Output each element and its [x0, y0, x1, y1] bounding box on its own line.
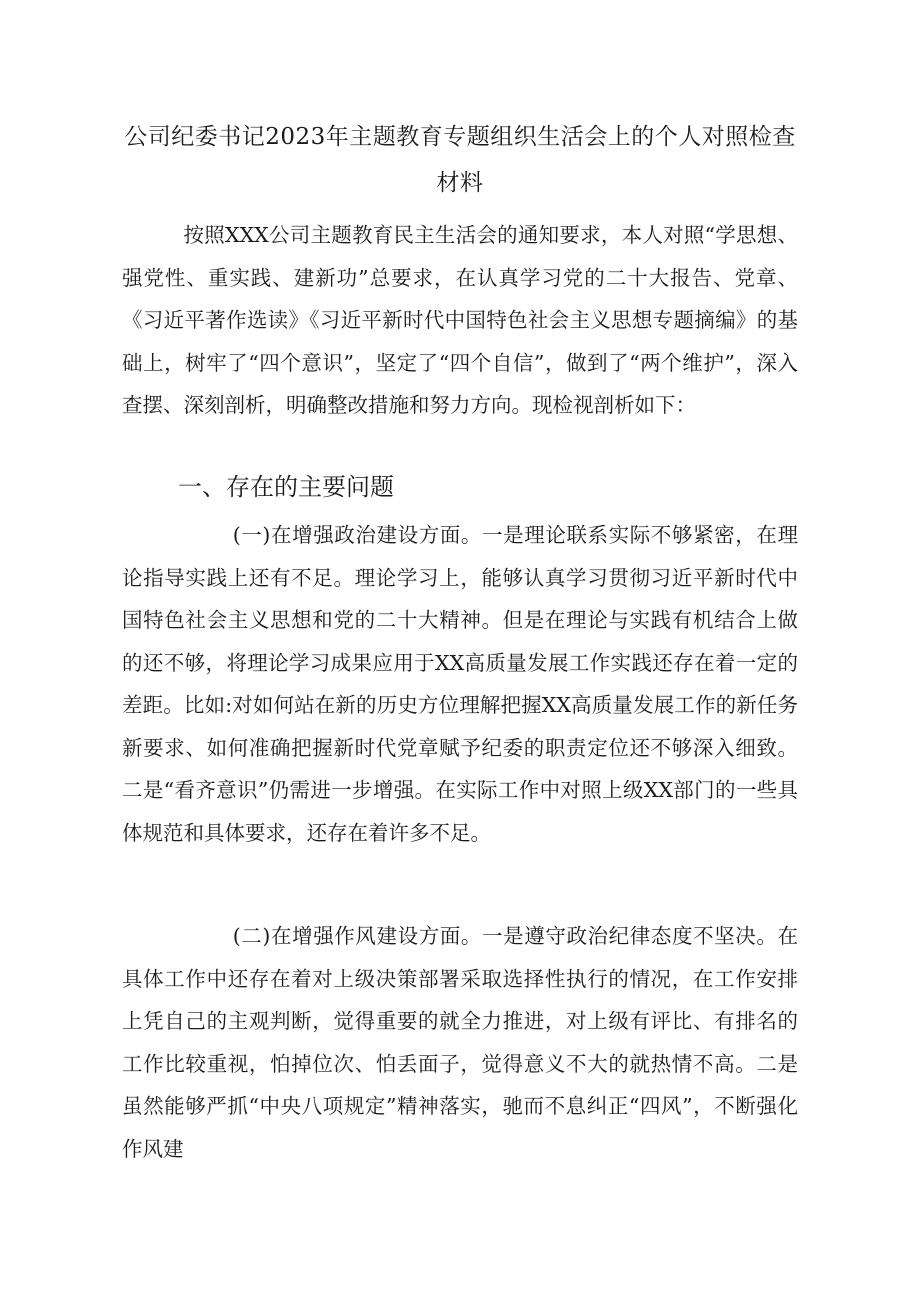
problem-item-political: (一)在增强政治建设方面。一是理论联系实际不够紧密，在理论指导实践上还有不足。理论学习上，能够认真学习贯彻习近平新时代中国特色社会主义思想和党的二十大精神。但是在理论与实践有机结合上做的还不够，将理论学习成果应用于XX高质量发展工作实践还存在着一定的差距。比如:对如何站在新的历史方位理解把握XX高质量发展工作的新任务新要求、如何准确把握新时代党章赋予纪委的职责定位还不够深入细致。二是“看齐意识”仍需进一步增强。在实际工作中对照上级XX部门的一些具体规范和具体要求，还存在着许多不足。 — [122, 523, 798, 845]
document-title: 公司纪委书记2023年主题教育专题组织生活会上的个人对照检查材料 — [124, 124, 796, 196]
intro-paragraph: 按照XXX公司主题教育民主生活会的通知要求，本人对照“学思想、强党性、重实践、建新功”总要求，在认真学习党的二十大报告、党章、《习近平著作选读》《习近平新时代中国特色社会主义思想专题摘编》的基础上，树牢了“四个意识”，坚定了“四个自信”，做到了“两个维护”，深入查摆、深刻剖析，明确整改措施和努力方向。现检视剖析如下： — [122, 223, 798, 417]
section-heading-problems: 一、存在的主要问题 — [178, 473, 394, 501]
problem-item-style: (二)在增强作风建设方面。一是遵守政治纪律态度不坚决。在具体工作中还存在着对上级决策部署采取选择性执行的情况，在工作安排上凭自己的主观判断，觉得重要的就全力推进，对上级有评比、有排名的工作比较重视，怕掉位次、怕丢面子，觉得意义不大的就热情不高。二是虽然能够严抓“中央八项规定”精神落实，驰而不息纠正“四风”，不断强化作风建 — [122, 924, 798, 1161]
